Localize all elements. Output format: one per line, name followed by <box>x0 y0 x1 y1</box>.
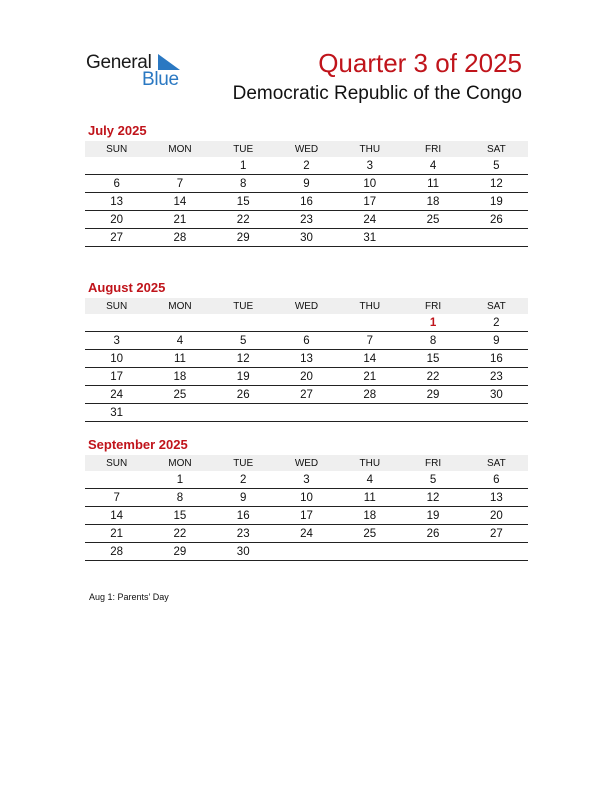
empty-day-cell <box>401 229 464 247</box>
day-cell: 27 <box>275 386 338 404</box>
day-cell: 6 <box>85 175 148 193</box>
day-cell: 9 <box>275 175 338 193</box>
weekday-header: TUE <box>212 455 275 471</box>
day-cell: 21 <box>148 211 211 229</box>
day-cell: 5 <box>401 471 464 489</box>
day-cell: 10 <box>275 489 338 507</box>
day-cell: 19 <box>401 507 464 525</box>
empty-day-cell <box>148 314 211 332</box>
empty-day-cell <box>338 543 401 561</box>
day-cell: 1 <box>148 471 211 489</box>
weekday-header: SAT <box>465 298 528 314</box>
week-row <box>85 507 528 525</box>
day-cell: 28 <box>148 229 211 247</box>
day-cell: 7 <box>148 175 211 193</box>
day-cell: 18 <box>401 193 464 211</box>
day-cell: 12 <box>401 489 464 507</box>
day-cell: 20 <box>465 507 528 525</box>
month-name: July 2025 <box>88 123 147 138</box>
day-cell: 2 <box>465 314 528 332</box>
logo-triangle-icon <box>158 54 180 70</box>
day-cell: 16 <box>212 507 275 525</box>
page-title: Quarter 3 of 2025 <box>318 48 522 78</box>
weekday-header: FRI <box>401 455 464 471</box>
day-cell: 30 <box>275 229 338 247</box>
day-cell: 19 <box>465 193 528 211</box>
day-cell: 12 <box>465 175 528 193</box>
weekday-header-row <box>85 141 528 157</box>
day-cell: 17 <box>275 507 338 525</box>
week-row <box>85 543 528 561</box>
day-cell: 31 <box>338 229 401 247</box>
day-cell: 13 <box>85 193 148 211</box>
day-cell: 26 <box>401 525 464 543</box>
day-cell: 8 <box>148 489 211 507</box>
day-cell: 28 <box>85 543 148 561</box>
week-row <box>85 193 528 211</box>
day-cell: 11 <box>148 350 211 368</box>
weekday-header: SUN <box>85 455 148 471</box>
empty-day-cell <box>465 404 528 422</box>
week-row <box>85 175 528 193</box>
week-row <box>85 314 528 332</box>
weekday-header-row <box>85 455 528 471</box>
holiday-note: Aug 1: Parents’ Day <box>89 592 169 602</box>
weekday-header: FRI <box>401 298 464 314</box>
day-cell: 21 <box>85 525 148 543</box>
week-row <box>85 489 528 507</box>
day-cell: 22 <box>212 211 275 229</box>
day-cell: 29 <box>401 386 464 404</box>
week-row <box>85 471 528 489</box>
calendar-table <box>85 455 528 561</box>
day-cell: 24 <box>85 386 148 404</box>
empty-day-cell <box>275 404 338 422</box>
day-cell: 7 <box>85 489 148 507</box>
day-cell: 4 <box>401 157 464 175</box>
empty-day-cell <box>148 404 211 422</box>
day-cell: 9 <box>465 332 528 350</box>
day-cell: 2 <box>212 471 275 489</box>
day-cell: 15 <box>401 350 464 368</box>
empty-day-cell <box>275 543 338 561</box>
day-cell: 1 <box>212 157 275 175</box>
weekday-header: SAT <box>465 455 528 471</box>
day-cell: 11 <box>401 175 464 193</box>
empty-day-cell <box>85 471 148 489</box>
weekday-header: TUE <box>212 298 275 314</box>
day-cell: 21 <box>338 368 401 386</box>
generalblue-logo <box>86 52 186 92</box>
day-cell: 19 <box>212 368 275 386</box>
weekday-header: WED <box>275 298 338 314</box>
day-cell: 13 <box>275 350 338 368</box>
month-name: August 2025 <box>88 280 166 295</box>
day-cell: 10 <box>338 175 401 193</box>
empty-day-cell <box>212 404 275 422</box>
weekday-header: TUE <box>212 141 275 157</box>
day-cell: 22 <box>148 525 211 543</box>
day-cell: 16 <box>275 193 338 211</box>
logo-text-blue: Blue <box>142 69 179 90</box>
empty-day-cell <box>275 314 338 332</box>
month-name: September 2025 <box>88 437 188 452</box>
day-cell: 24 <box>275 525 338 543</box>
weekday-header-row <box>85 298 528 314</box>
weekday-header: FRI <box>401 141 464 157</box>
day-cell: 8 <box>212 175 275 193</box>
day-cell: 6 <box>275 332 338 350</box>
empty-day-cell <box>338 314 401 332</box>
empty-day-cell <box>338 404 401 422</box>
weekday-header: WED <box>275 455 338 471</box>
day-cell: 29 <box>148 543 211 561</box>
weekday-header: THU <box>338 141 401 157</box>
day-cell: 26 <box>465 211 528 229</box>
week-row <box>85 368 528 386</box>
day-cell: 5 <box>212 332 275 350</box>
day-cell: 25 <box>148 386 211 404</box>
day-cell: 23 <box>275 211 338 229</box>
weekday-header: WED <box>275 141 338 157</box>
day-cell: 3 <box>85 332 148 350</box>
empty-day-cell <box>401 404 464 422</box>
day-cell: 16 <box>465 350 528 368</box>
empty-day-cell <box>148 157 211 175</box>
week-row <box>85 211 528 229</box>
holiday-day-cell: 1 <box>401 314 464 332</box>
day-cell: 25 <box>401 211 464 229</box>
week-row <box>85 332 528 350</box>
week-row <box>85 229 528 247</box>
empty-day-cell <box>212 314 275 332</box>
week-row <box>85 157 528 175</box>
weekday-header: MON <box>148 141 211 157</box>
day-cell: 20 <box>275 368 338 386</box>
empty-day-cell <box>85 157 148 175</box>
day-cell: 6 <box>465 471 528 489</box>
empty-day-cell <box>465 543 528 561</box>
day-cell: 5 <box>465 157 528 175</box>
empty-day-cell <box>401 543 464 561</box>
day-cell: 14 <box>338 350 401 368</box>
day-cell: 2 <box>275 157 338 175</box>
day-cell: 23 <box>465 368 528 386</box>
day-cell: 28 <box>338 386 401 404</box>
weekday-header: SUN <box>85 141 148 157</box>
day-cell: 29 <box>212 229 275 247</box>
day-cell: 8 <box>401 332 464 350</box>
page-subtitle: Democratic Republic of the Congo <box>232 83 522 104</box>
week-row <box>85 386 528 404</box>
empty-day-cell <box>465 229 528 247</box>
month-block-july <box>85 123 528 247</box>
day-cell: 15 <box>148 507 211 525</box>
month-block-september <box>85 437 528 561</box>
day-cell: 4 <box>148 332 211 350</box>
day-cell: 23 <box>212 525 275 543</box>
weekday-header: MON <box>148 298 211 314</box>
weekday-header: SAT <box>465 141 528 157</box>
month-block-august <box>85 280 528 422</box>
day-cell: 14 <box>148 193 211 211</box>
day-cell: 4 <box>338 471 401 489</box>
week-row <box>85 350 528 368</box>
day-cell: 31 <box>85 404 148 422</box>
day-cell: 11 <box>338 489 401 507</box>
day-cell: 26 <box>212 386 275 404</box>
day-cell: 17 <box>85 368 148 386</box>
day-cell: 25 <box>338 525 401 543</box>
day-cell: 30 <box>212 543 275 561</box>
calendar-table <box>85 298 528 422</box>
calendar-table <box>85 141 528 247</box>
day-cell: 9 <box>212 489 275 507</box>
day-cell: 27 <box>465 525 528 543</box>
week-row <box>85 525 528 543</box>
weekday-header: MON <box>148 455 211 471</box>
day-cell: 22 <box>401 368 464 386</box>
empty-day-cell <box>85 314 148 332</box>
weekday-header: THU <box>338 455 401 471</box>
day-cell: 24 <box>338 211 401 229</box>
day-cell: 18 <box>338 507 401 525</box>
day-cell: 18 <box>148 368 211 386</box>
logo-text-general: General <box>86 52 152 73</box>
weekday-header: SUN <box>85 298 148 314</box>
day-cell: 17 <box>338 193 401 211</box>
day-cell: 3 <box>275 471 338 489</box>
day-cell: 30 <box>465 386 528 404</box>
day-cell: 7 <box>338 332 401 350</box>
day-cell: 12 <box>212 350 275 368</box>
day-cell: 14 <box>85 507 148 525</box>
day-cell: 20 <box>85 211 148 229</box>
day-cell: 13 <box>465 489 528 507</box>
day-cell: 15 <box>212 193 275 211</box>
day-cell: 10 <box>85 350 148 368</box>
day-cell: 3 <box>338 157 401 175</box>
week-row <box>85 404 528 422</box>
weekday-header: THU <box>338 298 401 314</box>
day-cell: 27 <box>85 229 148 247</box>
